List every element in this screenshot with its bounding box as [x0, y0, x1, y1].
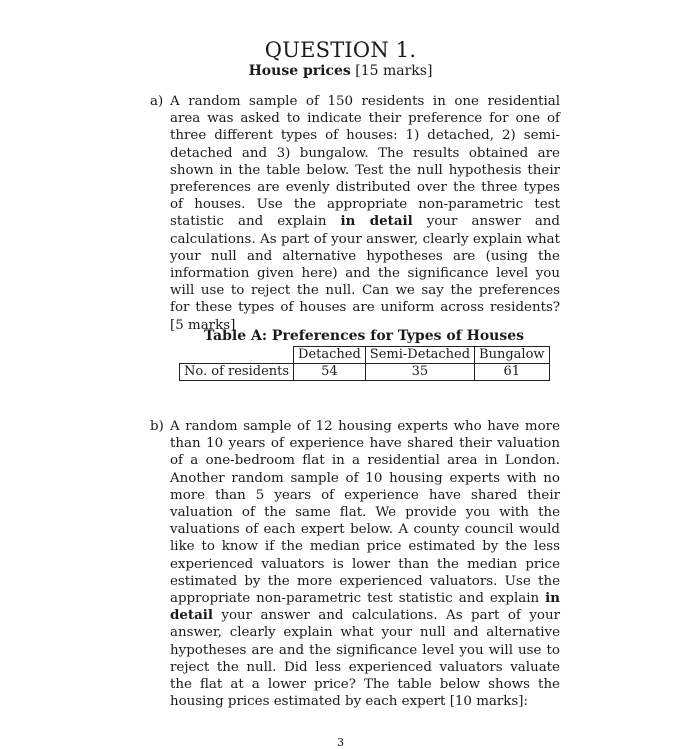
table-header-cell: Bungalow — [475, 347, 549, 364]
part-b-text — [170, 418, 560, 710]
question-subtitle — [0, 63, 681, 79]
table-row — [180, 364, 550, 381]
table-cell: 61 — [475, 364, 549, 381]
page-number: 3 — [337, 736, 344, 749]
table-cell: 54 — [294, 364, 366, 381]
part-b-label: b) — [150, 419, 164, 434]
table-header-cell: Detached — [294, 347, 366, 364]
table-cell: 35 — [365, 364, 474, 381]
subtitle-topic: House prices — [248, 63, 351, 79]
part-b-bold: in detail — [170, 590, 560, 624]
table-header-cell: Semi-Detached — [365, 347, 474, 364]
part-a-text-2: your answer and calculations. As part of your answer, clearly explain what your null and alternative hypotheses are (using the information given here) and the significance level you will use to reject the null. Can we say the preferences for these types of houses are uniform across residents? [5 marks] — [170, 214, 561, 333]
part-a — [150, 93, 560, 334]
table-corner — [180, 347, 294, 364]
part-a-bold: in detail — [340, 213, 413, 230]
table-row-label: No. of residents — [180, 364, 294, 381]
part-a-text — [170, 93, 560, 334]
question-title: QUESTION 1. — [264, 38, 417, 62]
part-b-text-2: your answer and calculations. As part of your answer, clearly explain what your null and alternative hypotheses are and the significance level you will use to reject the null. Did less experienced valuators valuate the flat at a lower price? The table below shows the housing prices estimated by each expert [10 marks]: — [170, 608, 560, 710]
part-a-text-1: A random sample of 150 residents in one residential area was asked to indicate their preference for one of three different types of houses: 1) detached, 2) semi-detached and 3) bungalow. The results obtained are shown in the table below. Test the null hypothesis their preferences are evenly distributed over the three types of houses. Use the appropriate non-parametric test statistic and explain — [170, 94, 560, 230]
table-header-row — [180, 347, 550, 364]
table-a-caption: Table A: Preferences for Types of Houses — [203, 328, 525, 344]
part-b-text-1: A random sample of 12 housing experts who have more than 10 years of experience have shared their valuation of a one-bedroom flat in a residential area in London. Another random sample of 10 housing experts with no more than 5 years of experience have shared their valuation of the same flat. We provide you with the valuations of each expert below. A county council would like to know if the median price estimated by the less experienced valuators is lower than the median price estimated by the more experienced valuators. Use the appropriate non-parametric test statistic and explain — [170, 419, 560, 607]
part-b — [150, 418, 560, 710]
part-a-label: a) — [150, 94, 164, 109]
table-a — [179, 346, 550, 381]
subtitle-marks: [15 marks] — [355, 63, 433, 79]
